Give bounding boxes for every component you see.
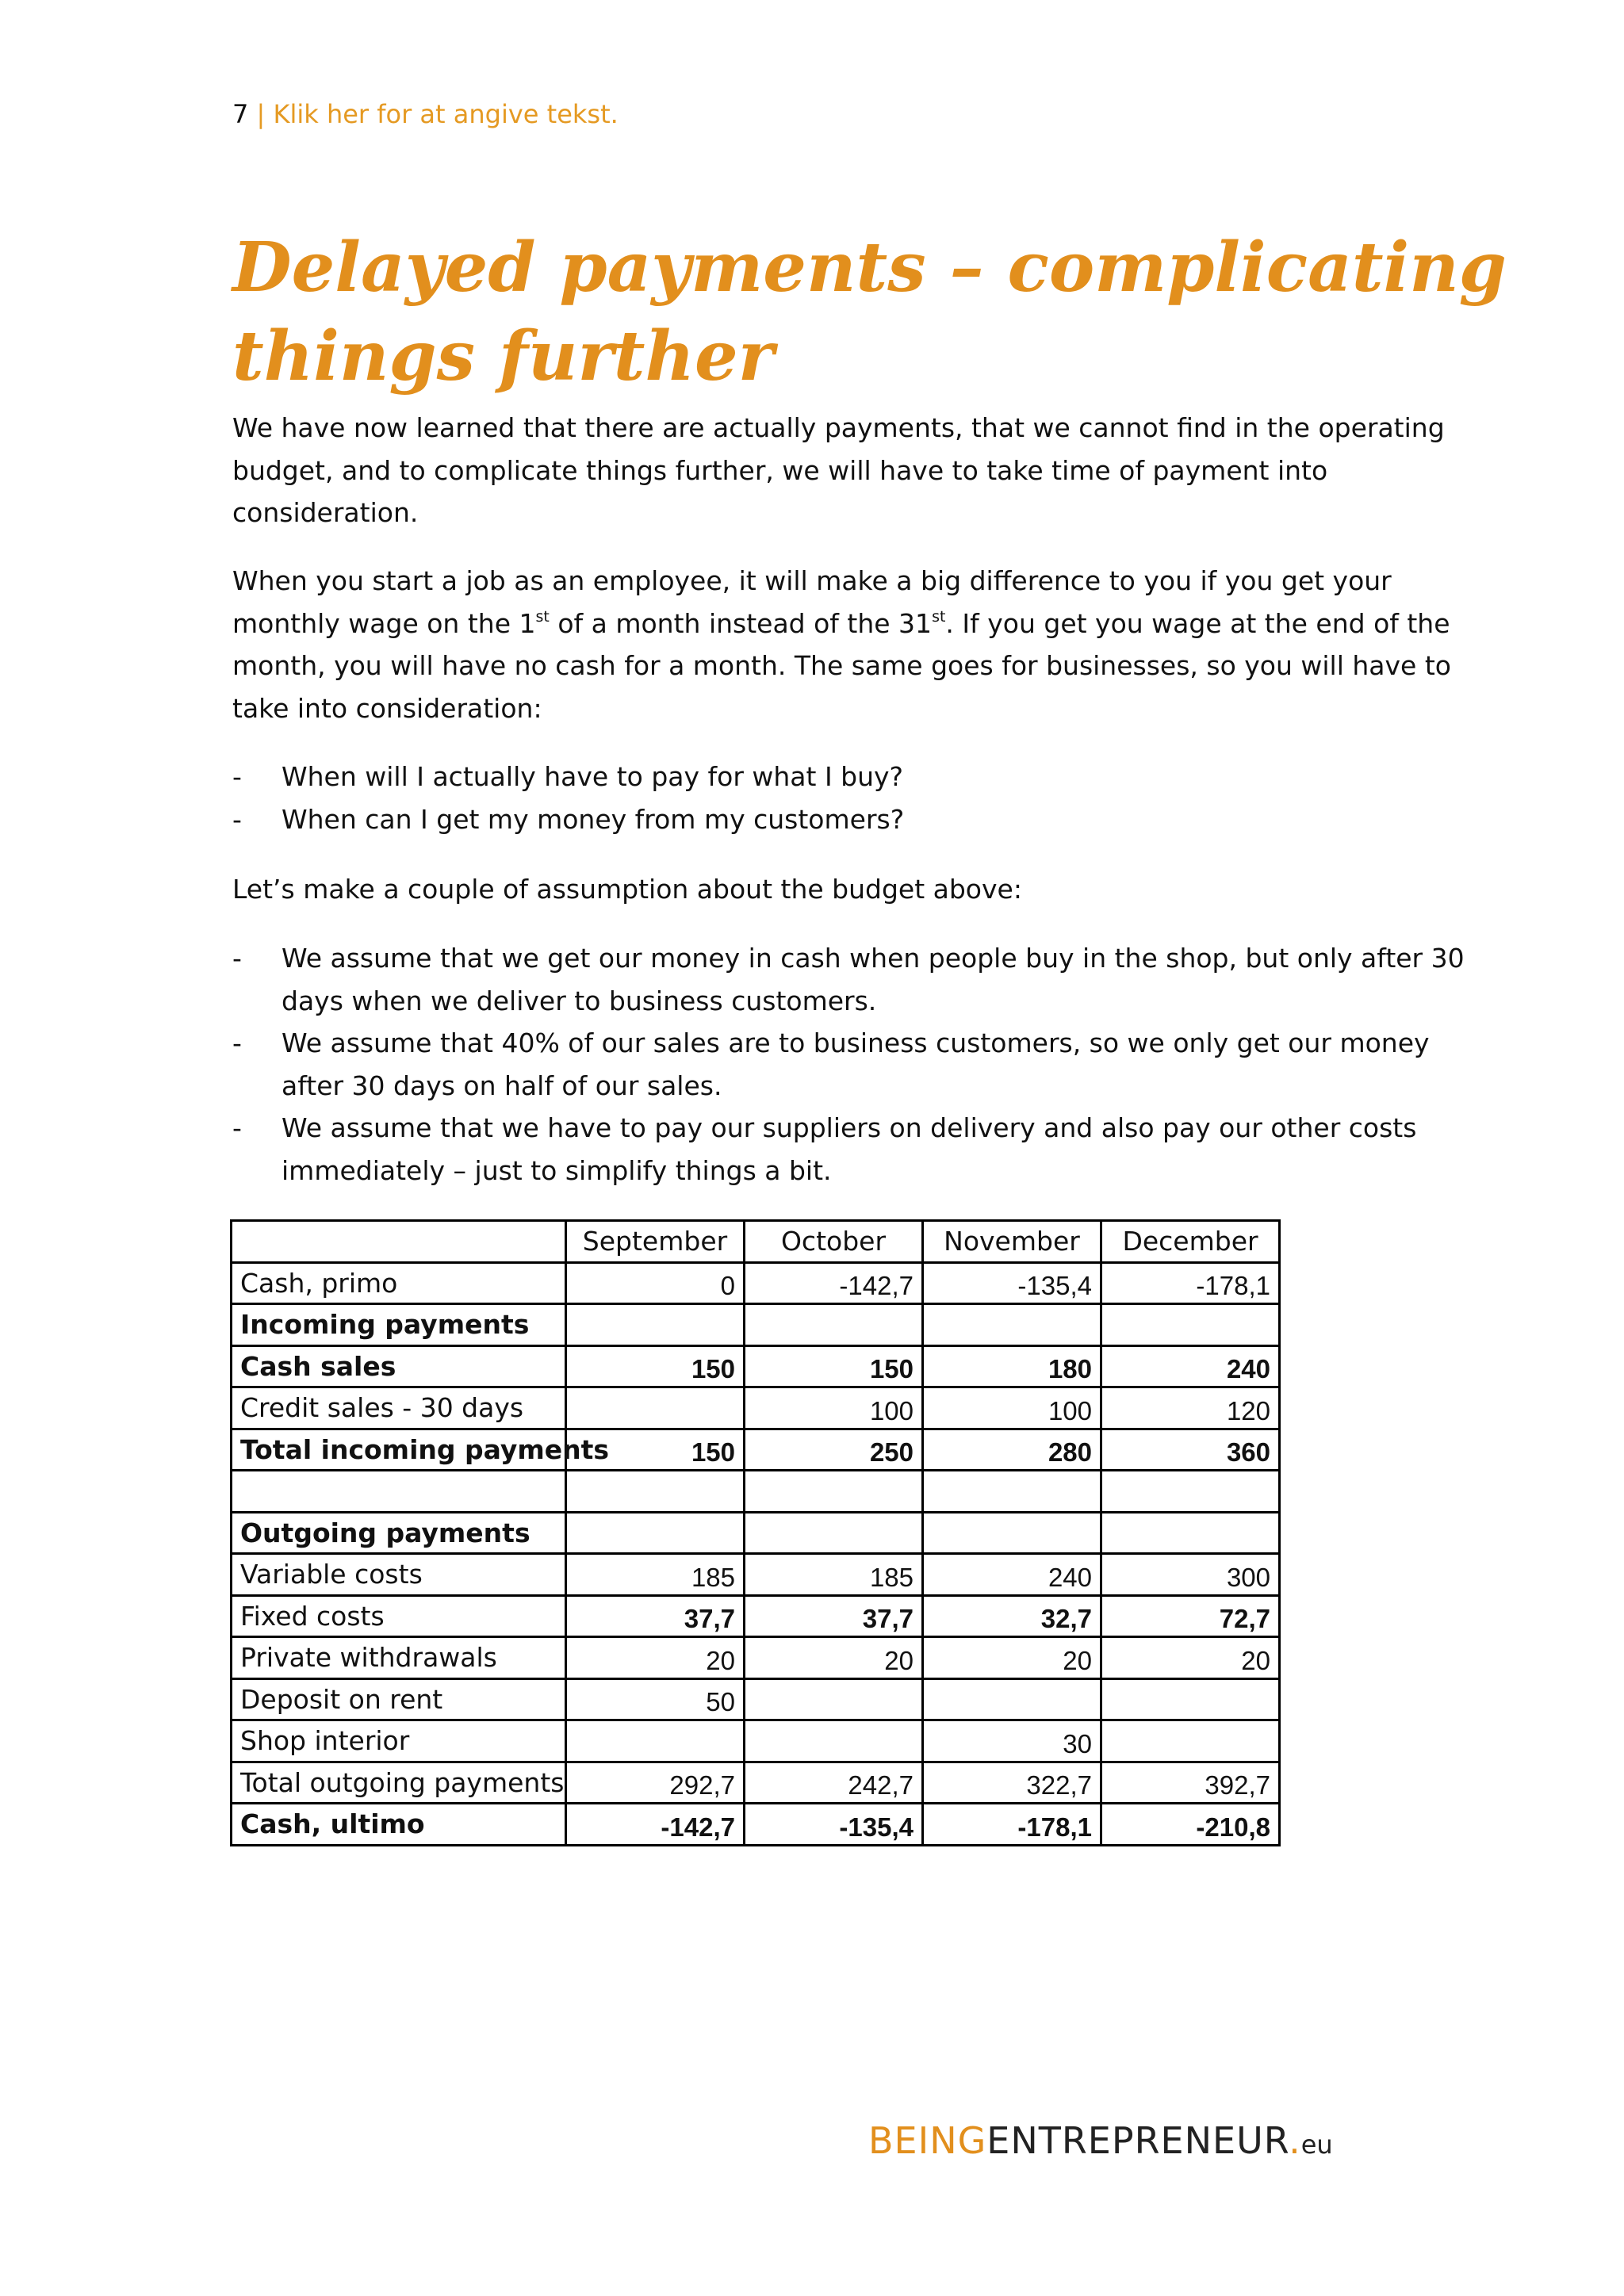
table-cell bbox=[745, 1678, 923, 1720]
table-cell: 32,7 bbox=[923, 1595, 1101, 1637]
brand-logo bbox=[868, 2118, 1333, 2167]
table-cell: 242,7 bbox=[745, 1762, 923, 1804]
table-cell bbox=[923, 1512, 1101, 1554]
list-item bbox=[232, 756, 904, 798]
table-row bbox=[232, 1637, 1280, 1679]
table-cell: 240 bbox=[923, 1554, 1101, 1596]
table-row bbox=[232, 1304, 1280, 1346]
section-title bbox=[232, 224, 1507, 401]
bullet-dash: - bbox=[232, 1112, 242, 1143]
list-item-text-line-1: We assume that we get our money in cash when people buy in the shop, but only after 30 bbox=[282, 943, 1465, 974]
table-cell bbox=[923, 1678, 1101, 1720]
table-cell: 150 bbox=[566, 1345, 745, 1387]
assumption-intro-line: Let’s make a couple of assumption about the budget above: bbox=[232, 874, 1022, 905]
table-row bbox=[232, 1678, 1280, 1720]
list-item-text: When can I get my money from my customers? bbox=[282, 803, 905, 835]
table-cell: 250 bbox=[745, 1429, 923, 1471]
table-cell: 20 bbox=[923, 1637, 1101, 1679]
table-cell bbox=[745, 1304, 923, 1346]
row-label: Cash, ultimo bbox=[232, 1804, 566, 1846]
table-cell: -135,4 bbox=[745, 1804, 923, 1846]
table-cell: 280 bbox=[923, 1429, 1101, 1471]
table-cell bbox=[566, 1720, 745, 1762]
table-cell bbox=[1101, 1512, 1280, 1554]
row-label: Outgoing payments bbox=[232, 1512, 566, 1554]
wage-line-3: month, you will have no cash for a month. The same goes for businesses, so you will have to bbox=[232, 650, 1451, 681]
table-row bbox=[232, 1762, 1280, 1804]
table-cell bbox=[1101, 1471, 1280, 1513]
table-row bbox=[232, 1345, 1280, 1387]
table-cell: 0 bbox=[566, 1262, 745, 1304]
row-label: Deposit on rent bbox=[232, 1678, 566, 1720]
table-row bbox=[232, 1804, 1280, 1846]
table-cell: 30 bbox=[923, 1720, 1101, 1762]
table-cell: 360 bbox=[1101, 1429, 1280, 1471]
table-cell: 180 bbox=[923, 1345, 1101, 1387]
table-cell: 37,7 bbox=[745, 1595, 923, 1637]
wage-line-2-part-a: monthly wage on the 1 bbox=[232, 607, 536, 639]
table-row bbox=[232, 1595, 1280, 1637]
table-cell: 20 bbox=[566, 1637, 745, 1679]
table-cell: 100 bbox=[923, 1387, 1101, 1429]
column-header: October bbox=[745, 1221, 923, 1263]
table-cell bbox=[1101, 1304, 1280, 1346]
table-cell: -178,1 bbox=[1101, 1262, 1280, 1304]
list-item-text-line-1: We assume that 40% of our sales are to business customers, so we only get our money bbox=[282, 1027, 1430, 1058]
wage-line-2 bbox=[232, 603, 1450, 645]
logo-being: BEING bbox=[868, 2119, 987, 2162]
wage-superscript-2: st bbox=[932, 607, 946, 626]
assumption-intro bbox=[232, 868, 1398, 911]
wage-line-4: take into consideration: bbox=[232, 692, 542, 724]
bullet-dash: - bbox=[232, 761, 242, 792]
wage-line-2-part-b: of a month instead of the 31 bbox=[549, 607, 933, 639]
section-title-line-1: Delayed payments – complicating bbox=[232, 228, 1507, 308]
list-item bbox=[232, 1107, 1465, 1192]
table-cell bbox=[566, 1304, 745, 1346]
logo-dot: . bbox=[1289, 2119, 1301, 2162]
table-cell bbox=[923, 1471, 1101, 1513]
row-label bbox=[232, 1471, 566, 1513]
table-cell: 150 bbox=[745, 1345, 923, 1387]
table-cell bbox=[745, 1471, 923, 1513]
logo-eu: eu bbox=[1300, 2130, 1333, 2160]
row-label: Credit sales - 30 days bbox=[232, 1387, 566, 1429]
table-row bbox=[232, 1429, 1280, 1471]
table-cell bbox=[1101, 1678, 1280, 1720]
page-number: 7 bbox=[232, 99, 249, 129]
header-separator: | bbox=[256, 99, 266, 129]
table-cell: 50 bbox=[566, 1678, 745, 1720]
table-cell bbox=[566, 1471, 745, 1513]
list-item-text-line-1: We assume that we have to pay our suppliers on delivery and also pay our other costs bbox=[282, 1112, 1417, 1143]
table-row bbox=[232, 1262, 1280, 1304]
list-item-text-line-2: immediately – just to simplify things a bit. bbox=[282, 1154, 832, 1186]
table-header-row bbox=[232, 1221, 1280, 1263]
column-header: September bbox=[566, 1221, 745, 1263]
column-header: December bbox=[1101, 1221, 1280, 1263]
wage-superscript-1: st bbox=[535, 607, 550, 626]
row-label: Shop interior bbox=[232, 1720, 566, 1762]
table-cell: 322,7 bbox=[923, 1762, 1101, 1804]
table-cell: 240 bbox=[1101, 1345, 1280, 1387]
table-body bbox=[232, 1262, 1280, 1845]
table-cell: 37,7 bbox=[566, 1595, 745, 1637]
table-cell: -210,8 bbox=[1101, 1804, 1280, 1846]
row-label: Cash sales bbox=[232, 1345, 566, 1387]
bullet-dash: - bbox=[232, 803, 242, 835]
row-label: Cash, primo bbox=[232, 1262, 566, 1304]
table-cell bbox=[745, 1512, 923, 1554]
table-row bbox=[232, 1471, 1280, 1513]
table-cell bbox=[566, 1387, 745, 1429]
table-cell: 20 bbox=[745, 1637, 923, 1679]
table-row bbox=[232, 1387, 1280, 1429]
list-item bbox=[232, 798, 904, 841]
intro-line-3: consideration. bbox=[232, 497, 419, 528]
table-cell bbox=[923, 1304, 1101, 1346]
table-cell: 100 bbox=[745, 1387, 923, 1429]
intro-line-1: We have now learned that there are actually payments, that we cannot find in the operating bbox=[232, 412, 1445, 443]
page-header bbox=[232, 98, 619, 130]
assumptions-list bbox=[232, 937, 1465, 1192]
table-row bbox=[232, 1512, 1280, 1554]
table-cell bbox=[566, 1512, 745, 1554]
table-cell: 120 bbox=[1101, 1387, 1280, 1429]
row-label: Total incoming payments bbox=[232, 1429, 566, 1471]
section-title-line-2: things further bbox=[232, 316, 775, 396]
table-cell: 72,7 bbox=[1101, 1595, 1280, 1637]
column-header: November bbox=[923, 1221, 1101, 1263]
table-cell: 185 bbox=[745, 1554, 923, 1596]
logo-entrepreneur: ENTREPRENEUR bbox=[986, 2119, 1289, 2162]
column-header bbox=[232, 1221, 566, 1263]
table-cell bbox=[745, 1720, 923, 1762]
row-label: Private withdrawals bbox=[232, 1637, 566, 1679]
table-cell: -135,4 bbox=[923, 1262, 1101, 1304]
list-item-text-line-2: days when we deliver to business customers. bbox=[282, 985, 877, 1016]
list-item bbox=[232, 937, 1465, 1022]
cash-budget-table bbox=[230, 1219, 1281, 1846]
table-cell: 292,7 bbox=[566, 1762, 745, 1804]
table-row bbox=[232, 1720, 1280, 1762]
wage-line-1: When you start a job as an employee, it will make a big difference to you if you get your bbox=[232, 565, 1392, 596]
wage-line-2-part-c: . If you get you wage at the end of the bbox=[945, 607, 1450, 639]
row-label: Fixed costs bbox=[232, 1595, 566, 1637]
row-label: Variable costs bbox=[232, 1554, 566, 1596]
row-label: Incoming payments bbox=[232, 1304, 566, 1346]
list-item bbox=[232, 1022, 1465, 1107]
table-row bbox=[232, 1554, 1280, 1596]
intro-paragraph bbox=[232, 407, 1445, 534]
intro-line-2: budget, and to complicate things further, we will have to take time of payment into bbox=[232, 454, 1328, 486]
wage-paragraph bbox=[232, 560, 1451, 729]
row-label: Total outgoing payments bbox=[232, 1762, 566, 1804]
bullet-dash: - bbox=[232, 943, 242, 974]
header-placeholder-text[interactable]: Klik her for at angive tekst. bbox=[273, 99, 619, 129]
bullet-dash: - bbox=[232, 1027, 242, 1058]
table-cell bbox=[1101, 1720, 1280, 1762]
table-cell: -142,7 bbox=[566, 1804, 745, 1846]
table-cell: 185 bbox=[566, 1554, 745, 1596]
table-cell: 20 bbox=[1101, 1637, 1280, 1679]
table-cell: 150 bbox=[566, 1429, 745, 1471]
table-cell: -178,1 bbox=[923, 1804, 1101, 1846]
questions-list bbox=[232, 756, 904, 840]
list-item-text: When will I actually have to pay for what I buy? bbox=[282, 761, 904, 792]
table-cell: 300 bbox=[1101, 1554, 1280, 1596]
list-item-text-line-2: after 30 days on half of our sales. bbox=[282, 1070, 722, 1101]
table-cell: 392,7 bbox=[1101, 1762, 1280, 1804]
table-cell: -142,7 bbox=[745, 1262, 923, 1304]
